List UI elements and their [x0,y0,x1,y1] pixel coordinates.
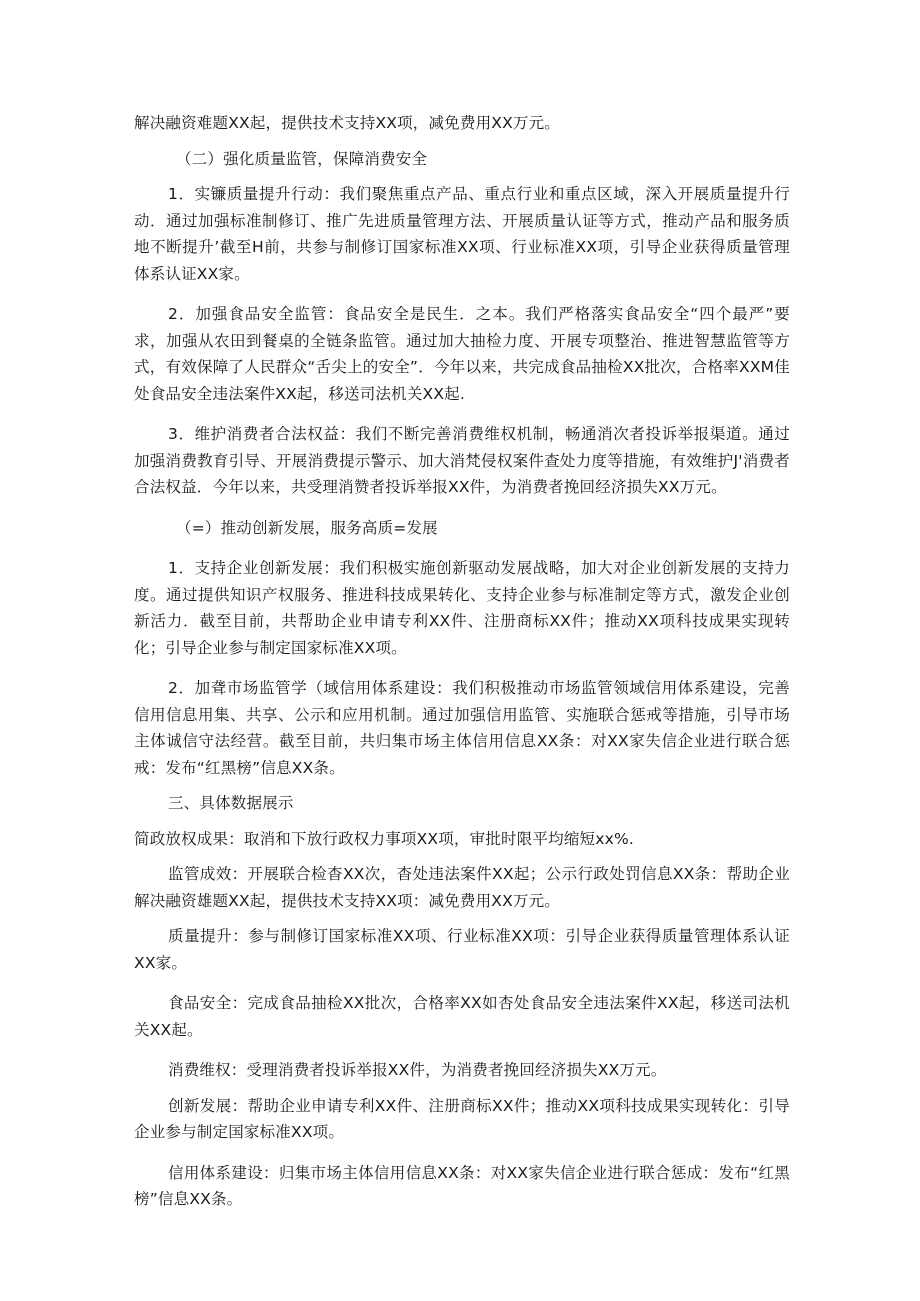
paragraph-food-results: 食品安全：完成食品抽检XX批次，合格率XX如杏处食品安全违法案件XX起，移送司法机关XX起。 [134,994,790,1039]
paragraph-consumer-rights: 3．维护消费者合法权益：我们不断完善消费维权机制，畅通消次者投诉举报渠道。通过加强消费教育引导、开展消费提示警示、加大消梵侵权案件查处力度等措施，有效维护J'消费者合法权益．今年以来，共受理消赞者投诉举报XX件，为消费者挽回经济损失XX万元。 [134,425,790,496]
paragraph-quality-results: 质量提升：参与制修订国家标准XX项、行业标准XX项：引导企业获得质量管理体系认证XX家。 [134,927,790,972]
paragraph-financing-summary: 解决融资难题XX起，提供技术支持XX项，减免费用XX万元。 [134,114,561,132]
section-heading-innovation: （=）推动创新发展，服务高质=发展 [176,518,438,537]
document-page [134,110,790,1213]
paragraph-enterprise-innovation: 1．支持企业创新发展：我们积极实施创新驱动发展战略，加大对企业创新发展的支持力度。通过提供知识产权服务、推进科技成果转化、支持企业参与标准制定等方式，激发企业创新活力．截至目前，共帮助企业申请专利XX件、注册商标XX件；推动XX项科技成果实现转化；引导企业参与制定国家标准XX项。 [134,559,790,657]
section-heading-data-display: 三、具体数据展示 [168,794,294,812]
paragraph-streamlining: 简政放权成果：取消和下放行政权力事项XX项，审批时限平均缩短xx%. [134,829,635,848]
paragraph-credit-system: 2．加聋市场监管学（域信用体系建设：我们积极推动市场监管领域信用体系建设，完善信用信息用集、共享、公示和应用机制。通过加强信用监管、实施联合惩戒等措施，引导市场主体诚信守法经营。截至目前，共归集市场主体信用信息XX条：对XX家失信企业进行联合惩戒：发布“红黑榜”信息XX条。 [134,679,790,777]
paragraph-credit-results: 信用体系建设：归集市场主体信用信息XX条：对XX家失信企业进行联合惩成：发布“红黑榜”信息XX条。 [134,1163,790,1208]
section-heading-quality-supervision: （二）强化质量监管，保障消费安全 [176,149,428,168]
paragraph-innovation-results: 创新发展：帮助企业申请专利XX件、注册商标XX件；推动XX项科技成果实现转化：引导企业参与制定国家标准XX项。 [134,1096,790,1141]
paragraph-quality-improvement: 1．实镰质量提升行动：我们聚焦重点产品、重点行业和重点区域，深入开展质量提升行动．通过加强标准制修订、推广先进质量管理方法、开展质量认证等方式，推动产品和服务质地不断提升’截至H前，共参与制修订国家标准XX项、行业标准XX项，引导企业获得质量管理体系认证XX家。 [134,185,790,283]
paragraph-supervision-results: 监管成效：开展联合检杳XX次，杳处违法案件XX起；公示行政处罚信息XX条：帮助企业解决融资雄题XX起，提供技术支持XX项：减免费用XX万元。 [134,865,790,910]
paragraph-food-safety: 2．加强食品安全监管：食品安全是民生．之本。我们严格落实食品安全“四个最严”要求，加强从农田到餐桌的全链条监管。通过加大抽检力度、开展专项整治、推进智慧监管等方式，有效保障了人民群众“舌尖上的安全”．今年以来，共完成食品抽检XX批次，合格率XXM佳处食品安全违法案件XX起，移送司法机关XX起. [134,305,790,403]
paragraph-consumer-results: 消费维权：受理消费者投诉举报XX件，为消费者挽回经济损失XX万元。 [168,1061,667,1079]
